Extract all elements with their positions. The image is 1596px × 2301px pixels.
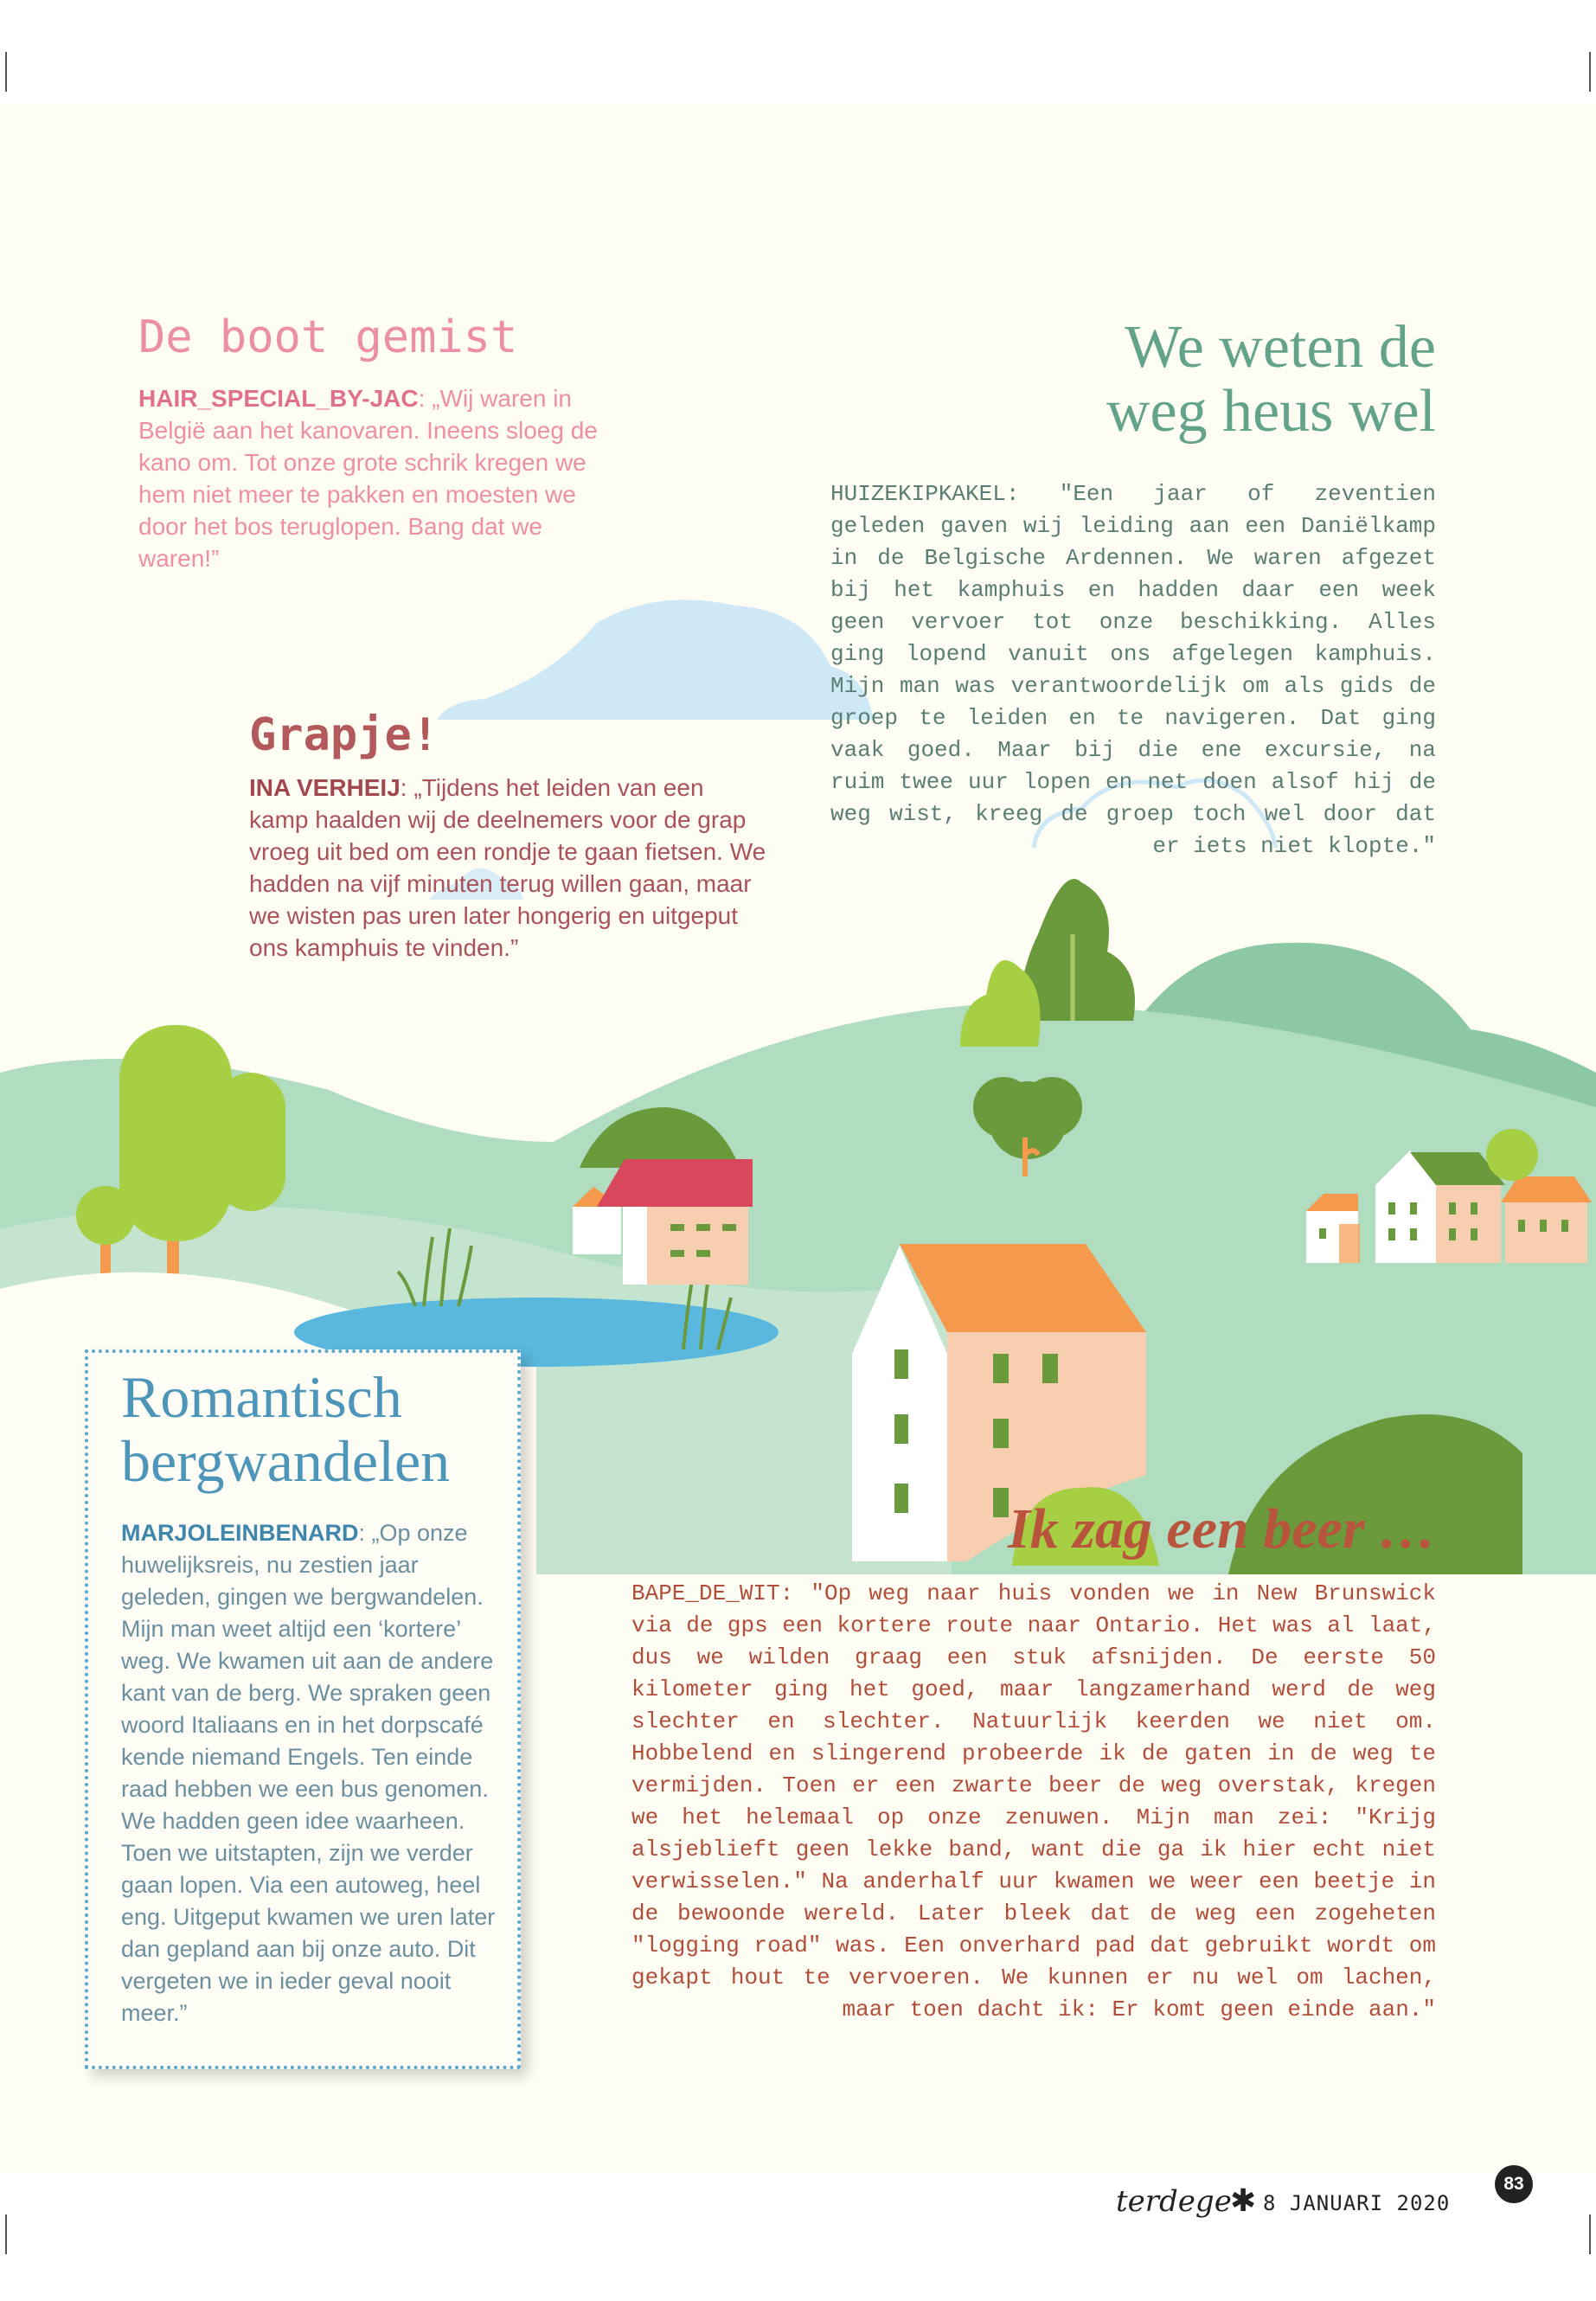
story-title-line-2: weg heus wel bbox=[1106, 378, 1436, 445]
story-author: HUIZEKIPKAKEL bbox=[830, 481, 1006, 507]
story-author: BAPE_DE_WIT bbox=[631, 1580, 780, 1606]
magazine-brand: terdege bbox=[1116, 2184, 1232, 2219]
story-body bbox=[121, 1517, 498, 2029]
story-text: : "Op weg naar huis vonden we in New Brunswick via de gps een kortere route naar Ontario. Het was al laat, dus we wilden graag een stuk afsnijden. De eerste 50 kilometer ging het goed, maar langzamerhand werd de weg slechter en slechter. Natuurlijk keerden we niet om. Hobbelend en slingerend probeerde ik de gaten in de weg te vermijden. Toen er een zwarte beer de weg overstak, kregen we het helemaal op onze zenuwen. Mijn man zei: "Krijg alsjeblieft geen lekke band, want die ga ik hier echt niet verwisselen." Na anderhalf uur kwamen we weer een beetje in de bewoonde wereld. Later bleek dat de weg een zogeheten "logging road" was. Een onverhard pad dat gebruikt wordt om gekapt hout te vervoeren. We kunnen er nu wel om lachen, maar toen dacht ik: Er komt geen einde aan." bbox=[631, 1580, 1436, 2022]
story-text: : "Een jaar of zeventien geleden gaven wij leiding aan een Daniëlkamp in de Belgische Ardennen. We waren afgezet bij het kamphuis en hadden daar een week geen vervoer tot onze beschikking. Alles ging lopend vanuit ons afgelegen kamphuis. Mijn man was verantwoordelijk om als gids de groep te leiden en te navigeren. Dat ging vaak goed. Maar bij die ene excursie, na ruim twee uur lopen en net doen alsof hij de weg wist, kreeg de groep toch wel door dat er iets niet klopte." bbox=[830, 481, 1436, 859]
story-body bbox=[249, 772, 768, 964]
page-footer bbox=[1116, 2182, 1531, 2226]
story-body bbox=[138, 382, 606, 574]
story-text: : „Tijdens het leiden van een kamp haalden wij de deelnemers voor de grap vroeg uit bed om een rondje te gaan fietsen. We hadden na vijf minuten terug willen gaan, maar we wisten pas uren later hongerig en uitgeput ons kamphuis te vinden.” bbox=[249, 774, 766, 961]
story-author: HAIR_SPECIAL_BY-JAC bbox=[138, 385, 419, 412]
crop-mark-bottom-left bbox=[5, 2214, 7, 2254]
magazine-page bbox=[0, 104, 1596, 2219]
page-number: 83 bbox=[1495, 2165, 1533, 2203]
cloud-icon bbox=[437, 599, 874, 720]
story-title-line-1: Romantisch bbox=[121, 1364, 402, 1430]
story-text: : „Op onze huwelijksreis, nu zestien jaar geleden, gingen we bergwandelen. Mijn man weet altijd een ‘kortere’ weg. We kwamen uit aan de andere kant van de berg. We spraken geen woord Italiaans en in het dorpscafé kende niemand Engels. Ten einde raad hebben we een bus genomen. We hadden geen idee waarheen. Toen we uitstapten, zijn we verder gaan lopen. Via een autoweg, heel eng. Uitgeput kwamen we uren later dan gepland aan bij onze auto. Dit vergeten we in ieder geval nooit meer.” bbox=[121, 1520, 496, 2026]
story-author: MARJOLEINBENARD bbox=[121, 1520, 359, 1546]
story-romantisch-bergwandelen bbox=[85, 1349, 521, 2069]
crop-mark-bottom-right bbox=[1589, 2214, 1591, 2254]
story-text: : „Wij waren in België aan het kanovaren. Ineens sloeg de kano om. Tot onze grote schrik kregen we hem niet meer te pakken en moesten we door het bos teruglopen. Bang dat we waren!” bbox=[138, 385, 598, 572]
story-ik-zag-een-beer bbox=[631, 1497, 1436, 2026]
story-grapje bbox=[249, 709, 768, 964]
story-title: Grapje! bbox=[249, 709, 439, 761]
crop-mark-top-left bbox=[5, 52, 7, 92]
story-de-boot-gemist bbox=[138, 311, 606, 574]
story-title-line-2: bergwandelen bbox=[121, 1428, 451, 1494]
story-title bbox=[830, 316, 1436, 444]
asterisk-icon: ✱ bbox=[1230, 2182, 1257, 2218]
story-author: INA VERHEIJ bbox=[249, 774, 401, 801]
story-title-line-1: We weten de bbox=[1125, 314, 1436, 381]
story-title: Ik zag een beer … bbox=[1008, 1497, 1436, 1561]
story-title: De boot gemist bbox=[138, 311, 518, 363]
story-we-weten-de-weg bbox=[830, 316, 1436, 862]
issue-date: 8 JANUARI 2020 bbox=[1263, 2191, 1451, 2215]
story-body bbox=[830, 478, 1436, 862]
crop-mark-top-right bbox=[1589, 52, 1591, 92]
story-body bbox=[631, 1578, 1436, 2026]
story-title bbox=[121, 1365, 498, 1493]
